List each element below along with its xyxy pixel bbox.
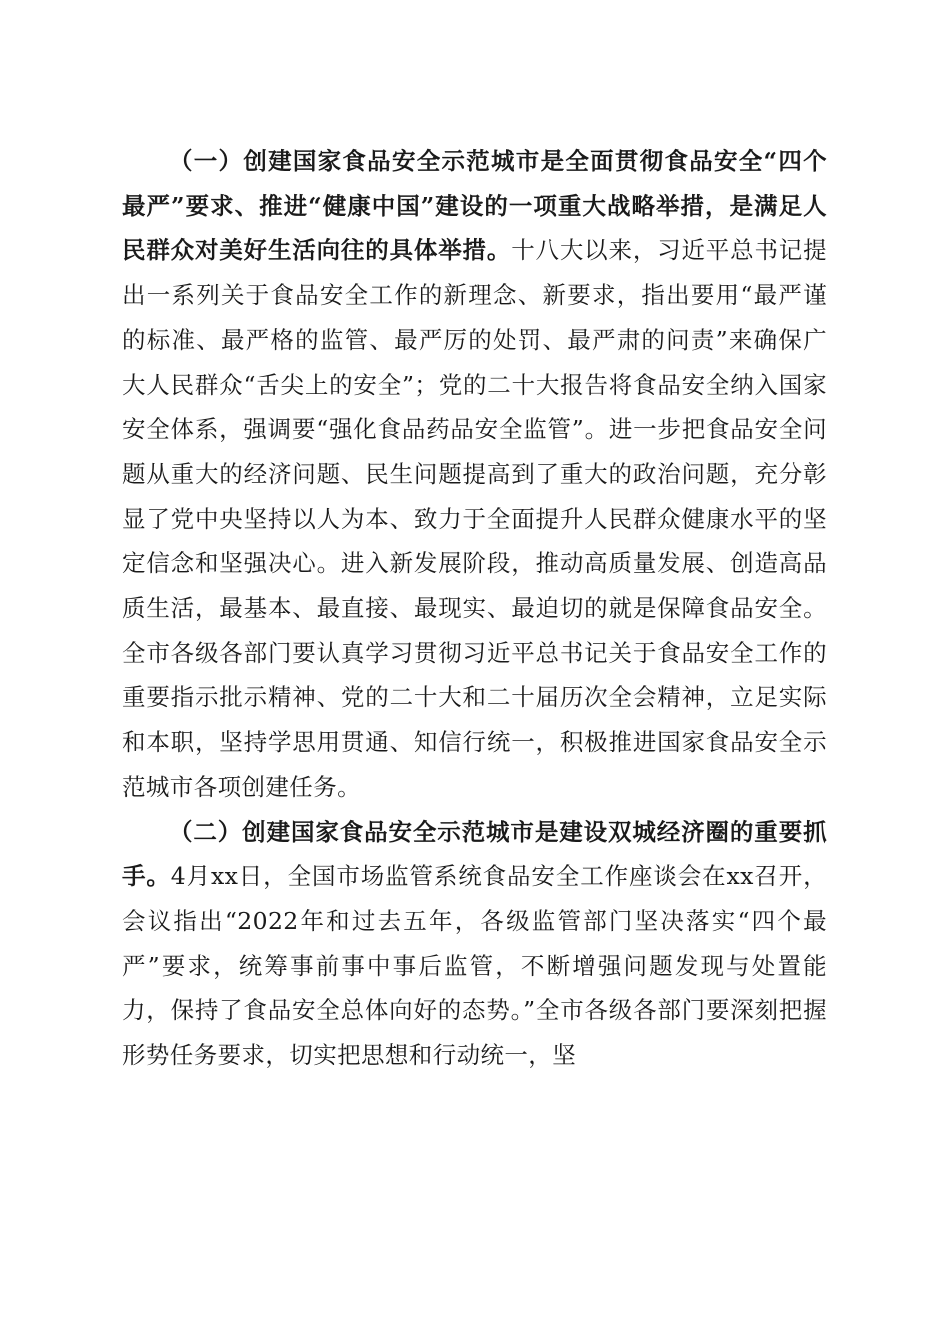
paragraph-2 — [122, 810, 827, 1078]
paragraph-1-body: 十八大以来，习近平总书记提出一系列关于食品安全工作的新理念、新要求，指出要用“最严谨的标准、最严格的监管、最严厉的处罚、最严肃的问责”来确保广大人民群众“舌尖上的安全”；党的二十大报告将食品安全纳入国家安全体系，强调要“强化食品药品安全监管”。进一步把食品安全问题从重大的经济问题、民生问题提高到了重大的政治问题，充分彰显了党中央坚持以人为本、致力于全面提升人民群众健康水平的坚定信念和坚强决心。进入新发展阶段，推动高质量发展、创造高品质生活，最基本、最直接、最现实、最迫切的就是保障食品安全。全市各级各部门要认真学习贯彻习近平总书记关于食品安全工作的重要指示批示精神、党的二十大和二十届历次全会精神，立足实际和本职，坚持学思用贯通、知信行统一，积极推进国家食品安全示范城市各项创建任务。 — [122, 236, 827, 801]
paragraph-2-body: 4月xx日，全国市场监管系统食品安全工作座谈会在xx召开，会议指出“2022年和过去五年，各级监管部门坚决落实“四个最严”要求，统筹事前事中事后监管，不断增强问题发现与处置能力，保持了食品安全总体向好的态势。”全市各级各部门要深刻把握形势任务要求，切实把思想和行动统一，坚 — [122, 862, 827, 1070]
paragraph-1-heading: （一）创建国家食品安全示范城市是全面贯彻食品安全“四个最严”要求、推进“健康中国”建设的一项重大战略举措，是满足人民群众对美好生活向往的具体举措。 — [122, 147, 827, 265]
paragraph-2-heading: （二）创建国家食品安全示范城市是建设双城经济圈的重要抓手。 — [122, 817, 827, 891]
paragraph-1 — [122, 139, 827, 810]
document-body — [122, 139, 827, 1078]
